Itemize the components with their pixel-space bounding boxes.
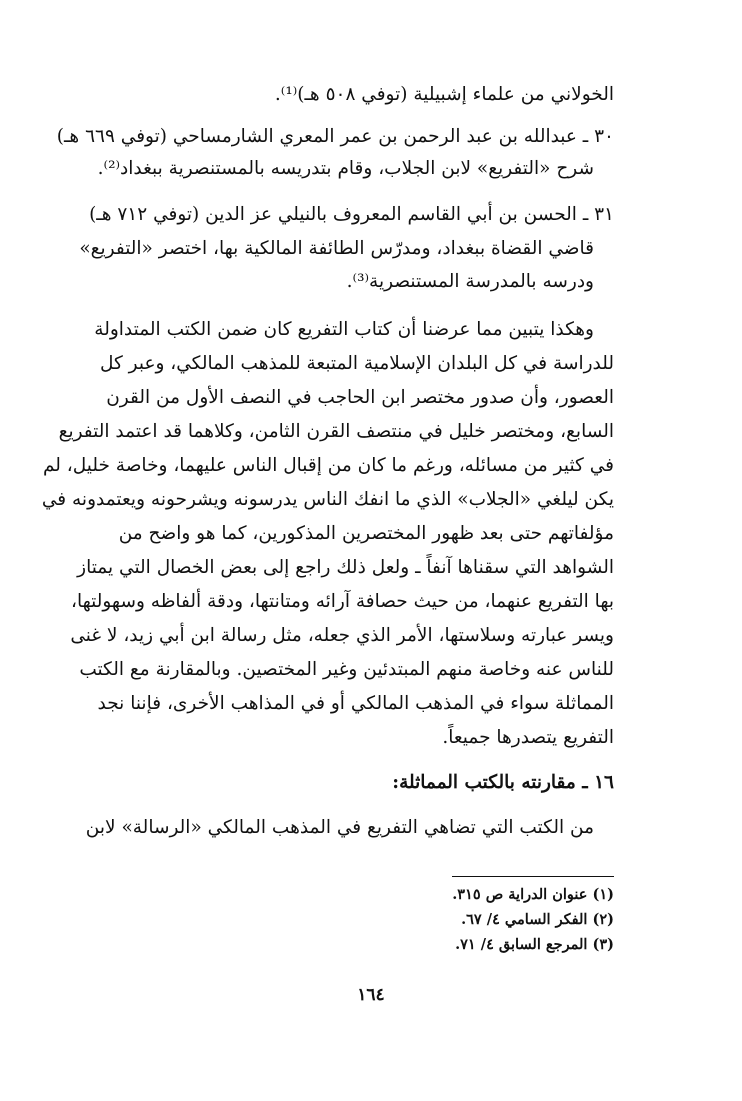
footnote: (١) عنوان الدراية ص ٣١٥. (452, 886, 614, 903)
footnote: (٣) المرجع السابق ٤/ ٧١. (455, 936, 614, 953)
paragraph-line: يكن ليلغي «الجلاب» الذي ما انفك الناس يدرسونه ويشرحونه ويعتمدونه في (41, 489, 614, 510)
text-line: الخولاني من علماء إشبيلية (توفي ٥٠٨ هـ)⁽¹⁾. (274, 84, 614, 105)
paragraph-line: الشواهد التي سقناها آنفاً ـ ولعل ذلك راجع إلى بعض الخصال التي يمتاز (77, 557, 614, 578)
page-number: ١٦٤ (357, 985, 385, 1005)
paragraph-line: التفريع يتصدرها جميعاً. (442, 727, 614, 748)
paragraph-line: مؤلفاتهم حتى بعد ظهور المختصرين المذكورين، كما هو واضح من (118, 523, 614, 544)
paragraph-line: المماثلة سواء في المذهب المالكي أو في المذاهب الأخرى، فإننا نجد (97, 693, 614, 714)
paragraph-line: للدراسة في كل البلدان الإسلامية المتبعة للمذهب المالكي، وعبر كل (99, 353, 614, 374)
section-heading: ١٦ ـ مقارنته بالكتب المماثلة: (392, 772, 614, 793)
paragraph-line: السابع، ومختصر خليل في منتصف القرن الثامن، وكلاهما قد اعتمد التفريع (58, 421, 614, 442)
paragraph-line: للناس عنه وخاصة منهم المبتدئين وغير المختصين. وبالمقارنة مع الكتب (79, 659, 614, 680)
list-entry-31-text: ودرسه بالمدرسة المستنصرية⁽³⁾. (346, 271, 594, 292)
list-entry-31-heading: ٣١ ـ الحسن بن أبي القاسم المعروف بالنيلي عز الدين (توفي ٧١٢ هـ) (89, 204, 614, 225)
paragraph-line: في كثير من مسائله، ورغم ما كان من إقبال الناس عليهما، وخاصة خليل، لم (42, 455, 614, 476)
footnote-divider (452, 876, 614, 877)
paragraph-line: من الكتب التي تضاهي التفريع في المذهب المالكي «الرسالة» لابن (85, 817, 594, 838)
list-entry-31-text: قاضي القضاة ببغداد، ومدرّس الطائفة المالكية بها، اختصر «التفريع» (79, 238, 594, 259)
list-entry-30-text: شرح «التفريع» لابن الجلاب، وقام بتدريسه بالمستنصرية ببغداد⁽²⁾. (97, 158, 594, 179)
footnote: (٢) الفكر السامي ٤/ ٦٧. (461, 911, 614, 928)
paragraph-line: العصور، وأن صدور مختصر ابن الحاجب في النصف الأول من القرن (106, 387, 614, 408)
paragraph-line: وهكذا يتبين مما عرضنا أن كتاب التفريع كان ضمن الكتب المتداولة (94, 319, 594, 340)
paragraph-line: ويسر عبارته وسلاستها، الأمر الذي جعله، مثل رسالة ابن أبي زيد، لا غنى (70, 625, 614, 646)
list-entry-30-heading: ٣٠ ـ عبدالله بن عبد الرحمن بن عمر المعري الشارمساحي (توفي ٦٦٩ هـ) (56, 126, 614, 147)
paragraph-line: بها التفريع عنهما، من حيث حصافة آرائه ومتانتها، ودقة ألفاظه وسهولتها، (71, 591, 614, 612)
